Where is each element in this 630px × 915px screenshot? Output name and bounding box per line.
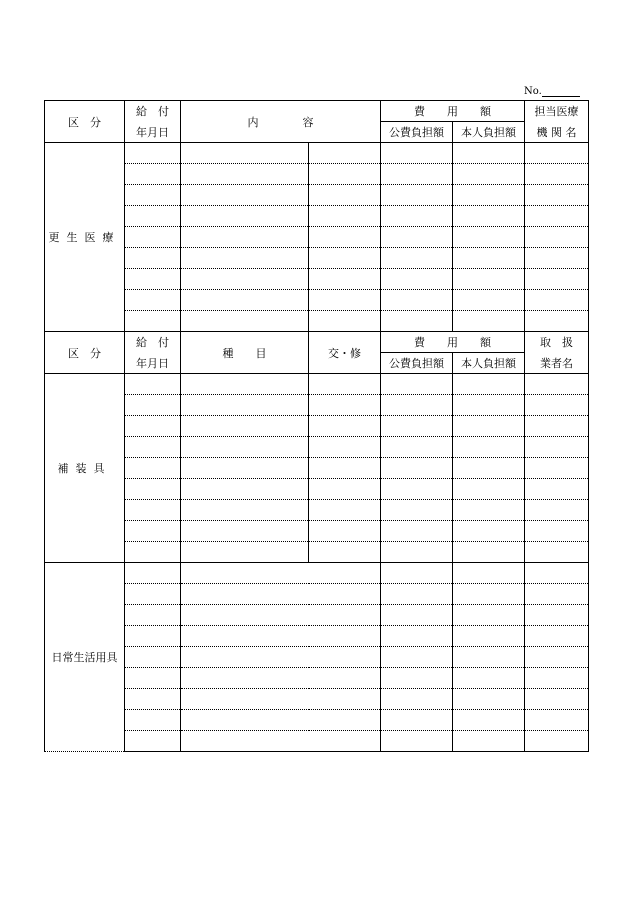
- section2-header-date-top: 給 付: [125, 332, 181, 353]
- section2-header-vendor-top: 取 扱: [525, 332, 589, 353]
- document-number: [524, 86, 580, 97]
- section1-header-row-1: [45, 101, 589, 122]
- table-row: [45, 437, 589, 458]
- document-number-blank[interactable]: [542, 86, 580, 97]
- table-row: [45, 500, 589, 521]
- table-row: [45, 311, 589, 332]
- section2-header-row-1: [45, 332, 589, 353]
- table-row: [45, 458, 589, 479]
- section1-header-kubun: 区 分: [45, 101, 125, 143]
- section2-header-fee-self: 本人負担額: [453, 353, 525, 374]
- table-row: [45, 227, 589, 248]
- table-row: [45, 626, 589, 647]
- section1-label: 更生医療: [45, 143, 125, 332]
- section1-header-date-top: 給 付: [125, 101, 181, 122]
- table-row: [45, 584, 589, 605]
- section1-header-org-bottom: 機 関 名: [525, 122, 589, 143]
- table-row: [45, 185, 589, 206]
- table-row: [45, 731, 589, 752]
- table-row: [45, 689, 589, 710]
- table-row: [45, 269, 589, 290]
- table-row: [45, 647, 589, 668]
- section2-header-fee: 費 用 額: [381, 332, 525, 353]
- section2-header-fee-public: 公費負担額: [381, 353, 453, 374]
- section1-header-org-top: 担当医療: [525, 101, 589, 122]
- section1-header-fee-self: 本人負担額: [453, 122, 525, 143]
- section2-header-vendor-bottom: 業者名: [525, 353, 589, 374]
- table-row: [45, 164, 589, 185]
- section2-header-exchange: 交・修: [309, 332, 381, 374]
- section2-header-date-bottom: 年月日: [125, 353, 181, 374]
- table-row: [45, 248, 589, 269]
- table-row: [45, 521, 589, 542]
- table-row: [45, 374, 589, 395]
- table-row: [45, 605, 589, 626]
- section2-header-kubun: 区 分: [45, 332, 125, 374]
- table-row: [45, 542, 589, 563]
- table-row: [45, 668, 589, 689]
- table-row: [45, 290, 589, 311]
- table-row: [45, 416, 589, 437]
- section2-header-item: 種 目: [181, 332, 309, 374]
- table-row: [45, 710, 589, 731]
- section1-header-content: 内 容: [181, 101, 381, 143]
- section1-header-fee: 費 用 額: [381, 101, 525, 122]
- table-row: [45, 479, 589, 500]
- table-row: [45, 206, 589, 227]
- section1-header-date-bottom: 年月日: [125, 122, 181, 143]
- table-row: [45, 143, 589, 164]
- benefit-record-table: [44, 100, 589, 752]
- table-row: [45, 395, 589, 416]
- section1-header-fee-public: 公費負担額: [381, 122, 453, 143]
- section2-label: 補装具: [45, 374, 125, 563]
- section3-label: 日常生活用具: [45, 563, 125, 752]
- table-row: [45, 563, 589, 584]
- document-number-label: No.: [524, 86, 542, 97]
